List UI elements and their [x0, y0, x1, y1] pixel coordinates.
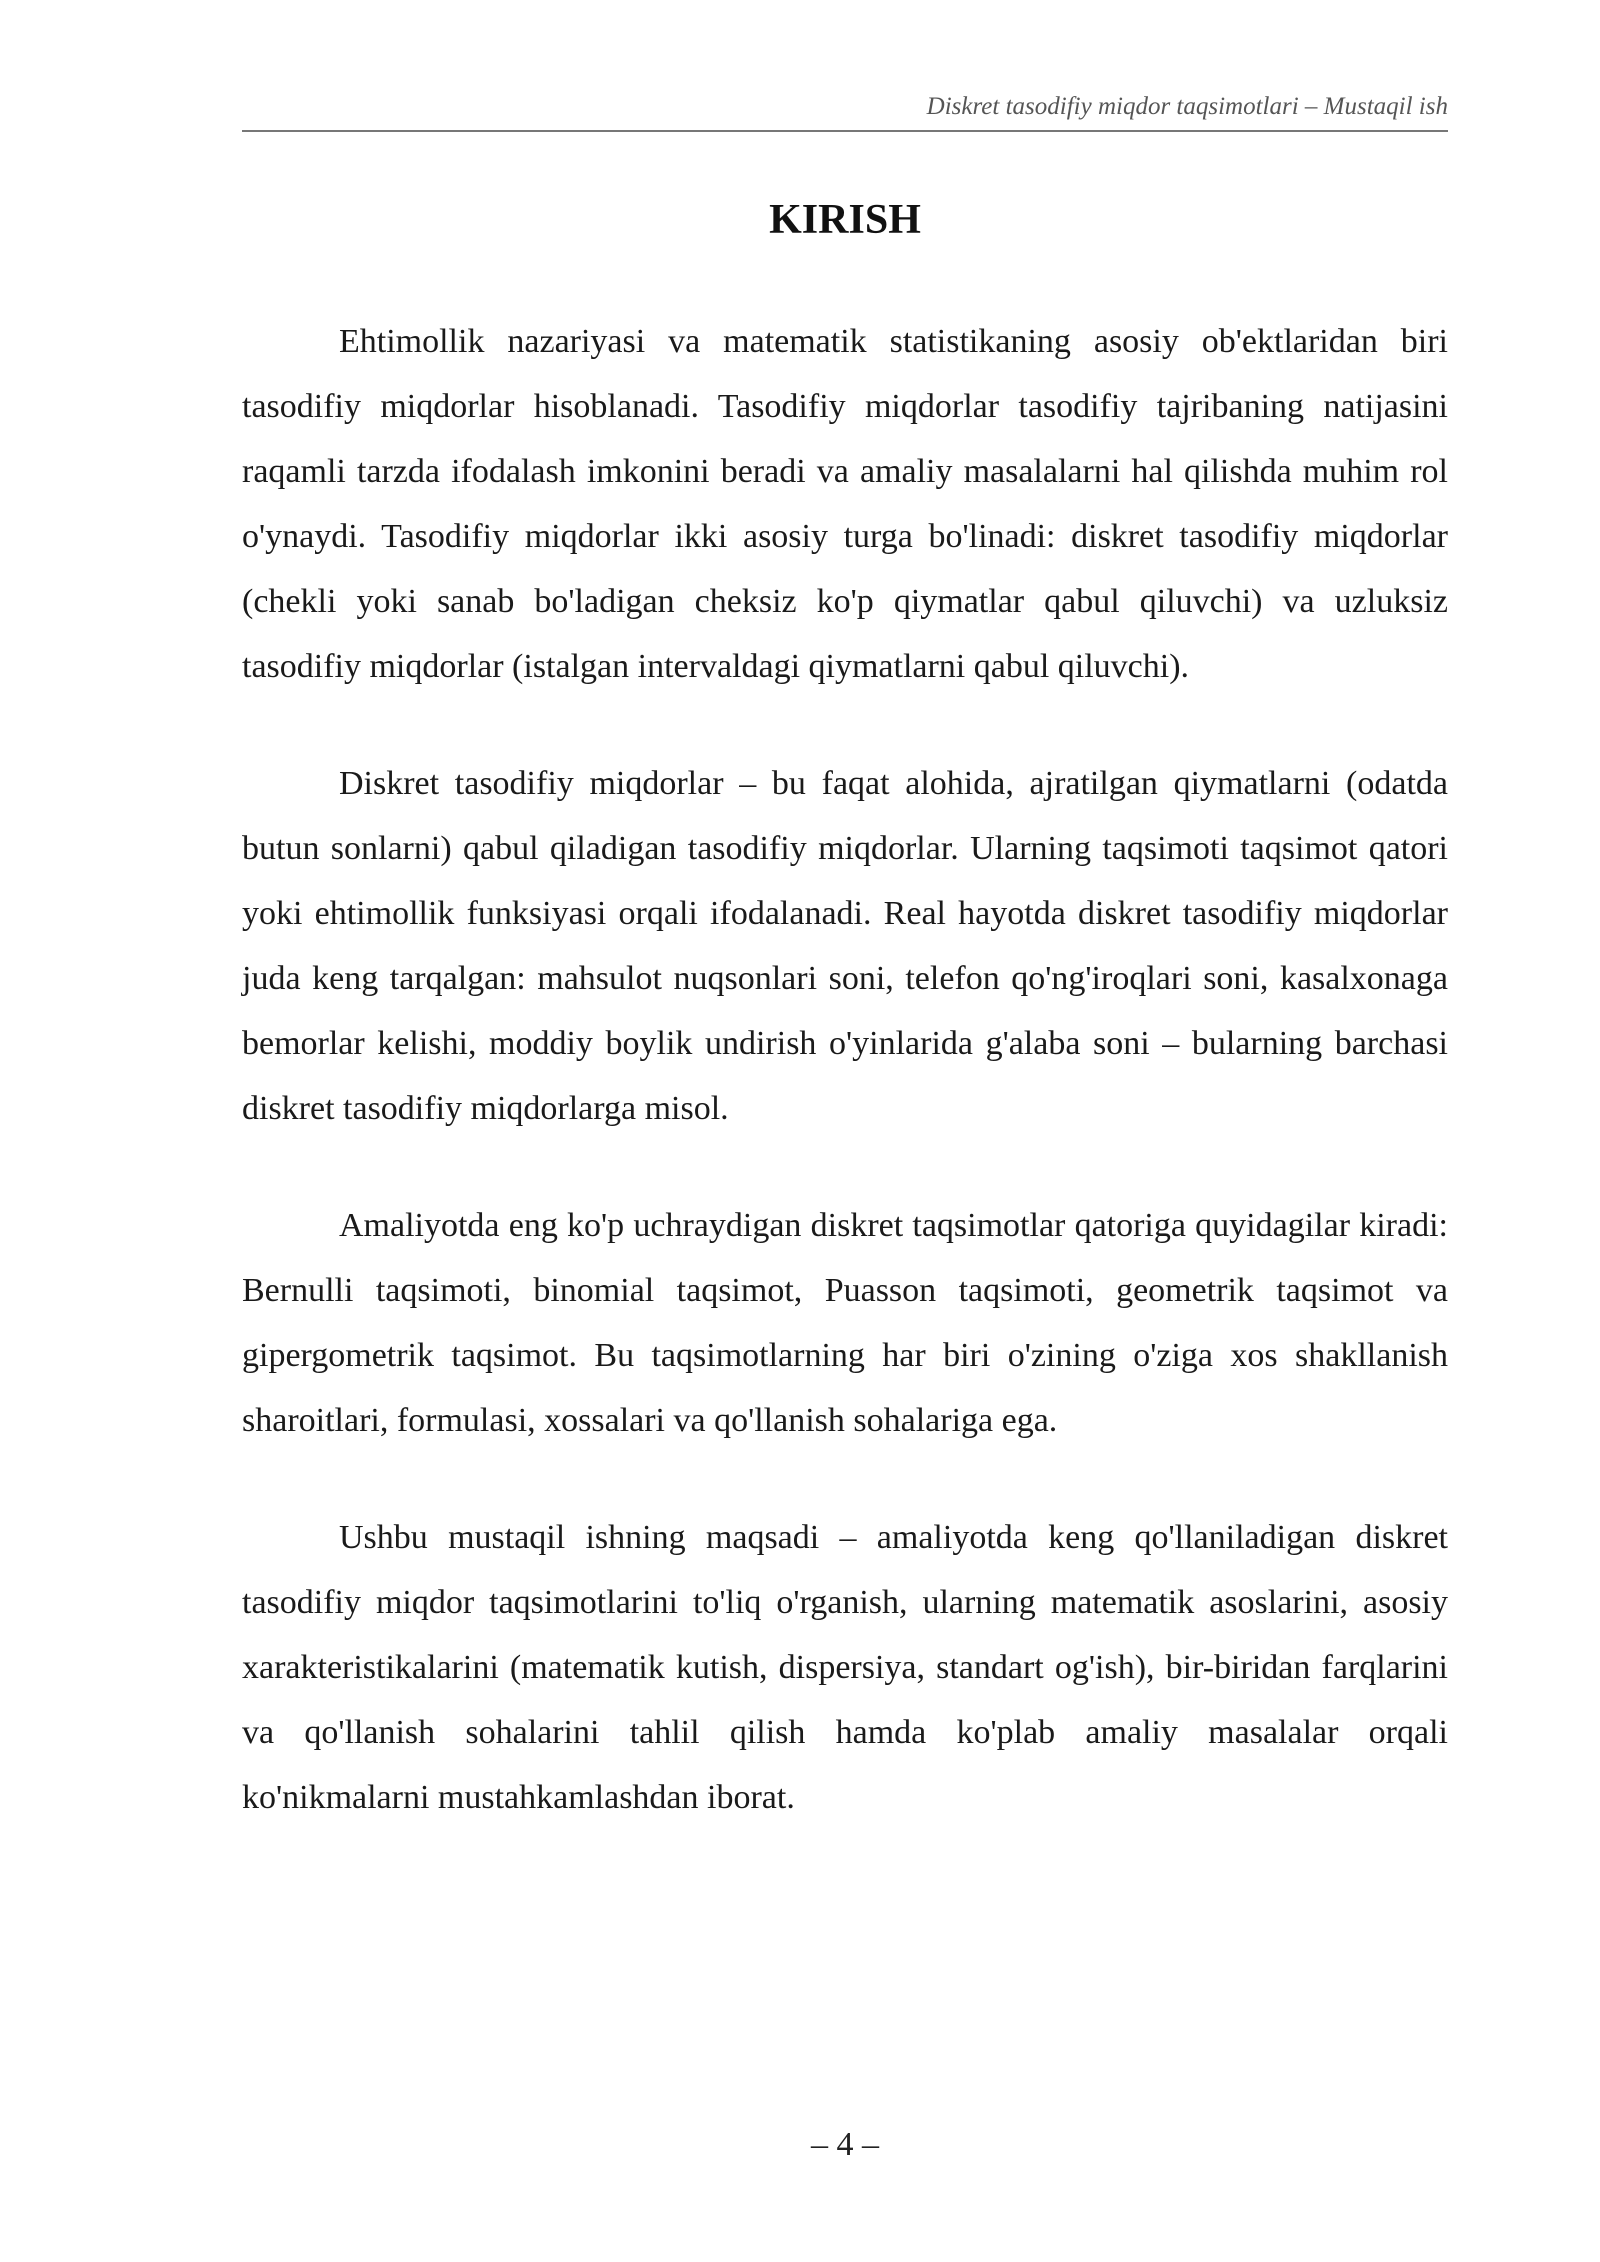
paragraph-intro: Ehtimollik nazariyasi va matematik statistikaning asosiy ob'ektlaridan biri tasodifiy miqdorlar hisoblanadi. Tasodifiy miqdorlar tasodifiy tajribaning natijasini raqamli tarzda ifodalash imkonini beradi va amaliy masalalarni hal qilishda muhim rol o'ynaydi. Tasodifiy miqdorlar ikki asosiy turga bo'linadi: diskret tasodifiy miqdorlar (chekli yoki sanab bo'ladigan cheksiz ko'p qiymatlar qabul qiluvchi) va uzluksiz tasodifiy miqdorlar (istalgan intervaldagi qiymatlarni qabul qiluvchi). [242, 323, 1448, 685]
page-number: – 4 – [811, 2126, 879, 2163]
section-heading: KIRISH [769, 197, 921, 243]
running-header-title: Diskret tasodifiy miqdor taqsimotlari – Mustaqil ish [926, 93, 1448, 120]
paragraph-distributions-list: Amaliyotda eng ko'p uchraydigan diskret taqsimotlar qatoriga quyidagilar kiradi: Bernulli taqsimoti, binomial taqsimot, Puasson taqsimoti, geometrik taqsimot va gipergometrik taqsimot. Bu taqsimotlarning har biri o'zining o'ziga xos shakllanish sharoitlari, formulasi, xossalari va qo'llanish sohalariga ega. [242, 1207, 1448, 1439]
document-body [242, 309, 1448, 1882]
paragraph-discrete-definition: Diskret tasodifiy miqdorlar – bu faqat alohida, ajratilgan qiymatlarni (odatda butun sonlarni) qabul qiladigan tasodifiy miqdorlar. Ularning taqsimoti taqsimot qatori yoki ehtimollik funksiyasi orqali ifodalanadi. Real hayotda diskret tasodifiy miqdorlar juda keng tarqalgan: mahsulot nuqsonlari soni, telefon qo'ng'iroqlari soni, kasalxonaga bemorlar kelishi, moddiy boylik undirish o'yinlarida g'alaba soni – bularning barchasi diskret tasodifiy miqdorlarga misol. [242, 765, 1448, 1127]
paragraph-goal: Ushbu mustaqil ishning maqsadi – amaliyotda keng qo'llaniladigan diskret tasodifiy miqdor taqsimotlarini to'liq o'rganish, ularning matematik asoslarini, asosiy xarakteristikalarini (matematik kutish, dispersiya, standart og'ish), bir-biridan farqlarini va qo'llanish sohalarini tahlil qilish hamda ko'plab amaliy masalalar orqali ko'nikmalarni mustahkamlashdan iborat. [242, 1519, 1448, 1816]
running-header [242, 92, 1448, 132]
